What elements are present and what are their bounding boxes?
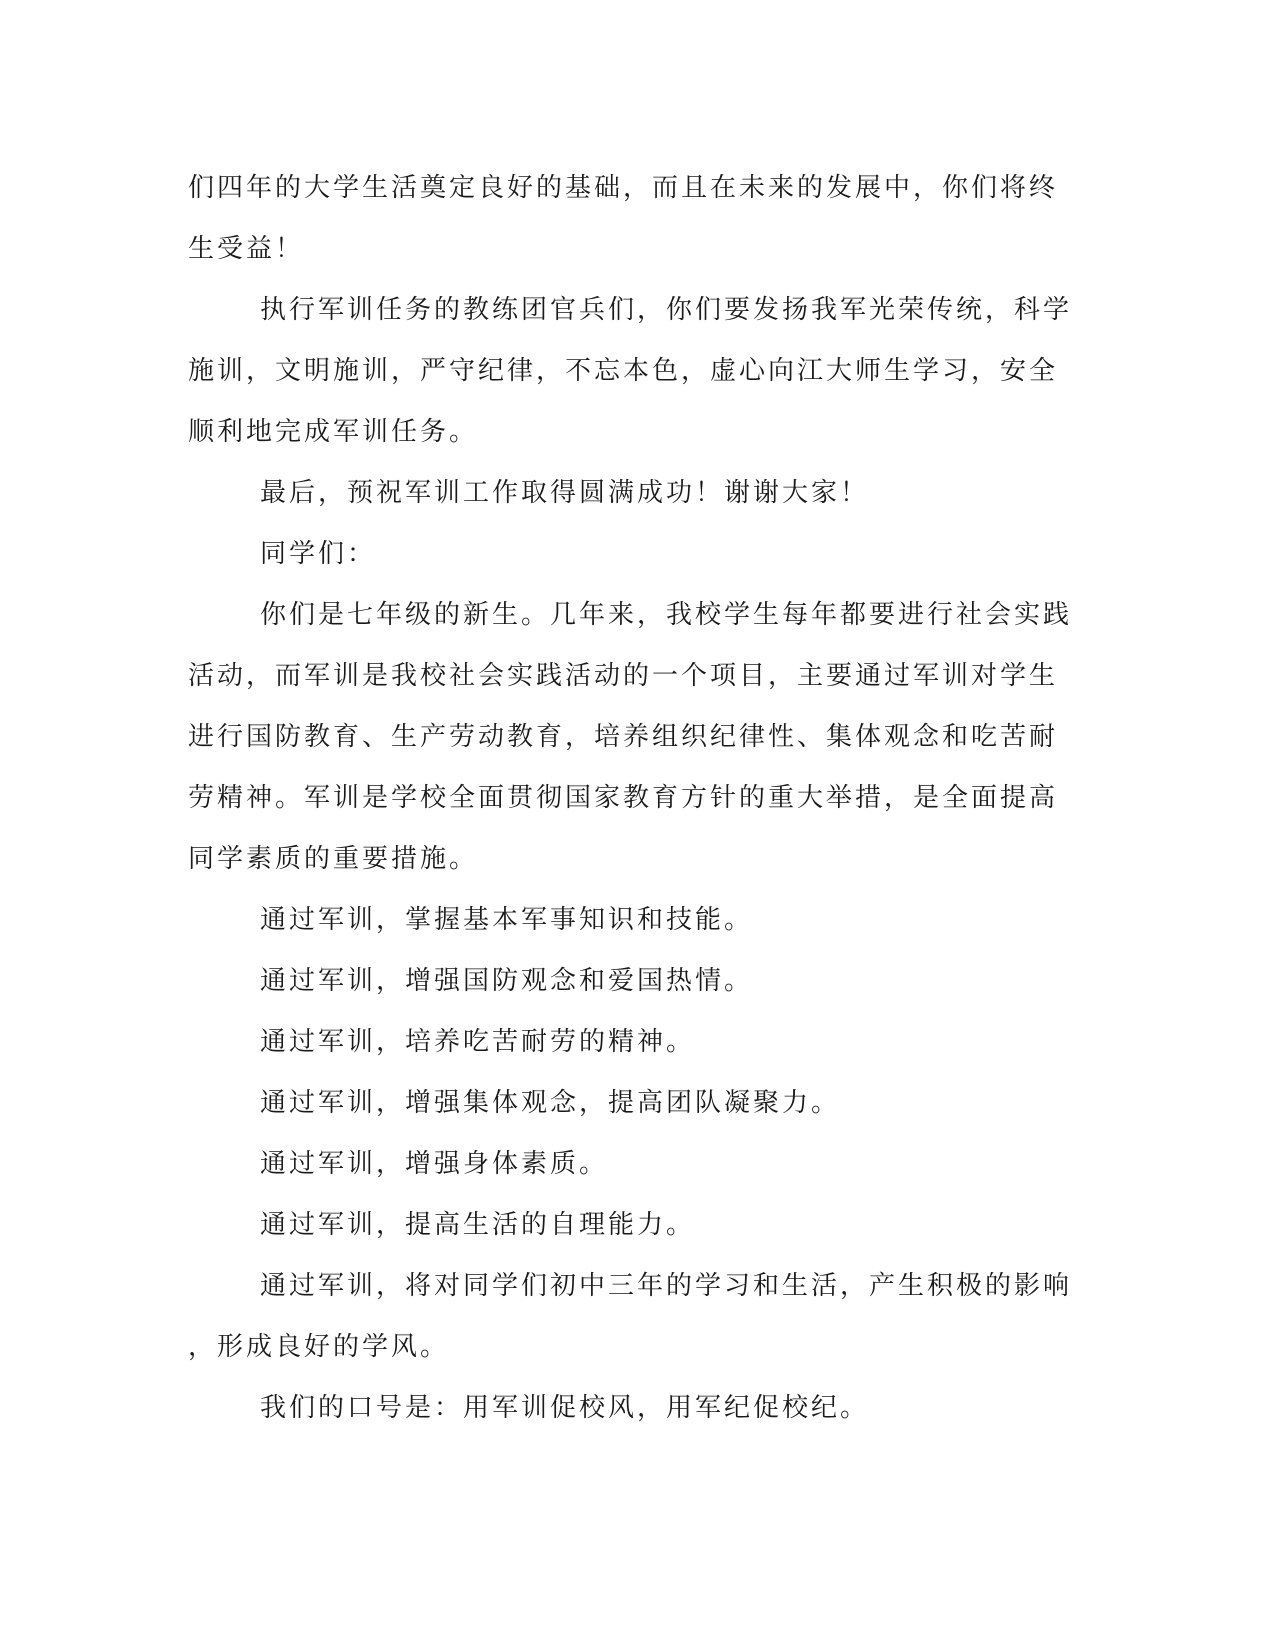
text-line: 通过军训，培养吃苦耐劳的精神。: [260, 1027, 696, 1057]
text-line: 通过军训，提高生活的自理能力。: [260, 1210, 696, 1240]
text-line: 执行军训任务的教练团官兵们，你们要发扬我军光荣传统，科学: [260, 295, 1073, 325]
text-line: 通过军训，掌握基本军事知识和技能。: [260, 905, 754, 935]
text-line: 通过军训，将对同学们初中三年的学习和生活，产生积极的影响: [260, 1271, 1073, 1301]
text-line: 你们是七年级的新生。几年来，我校学生每年都要进行社会实践: [260, 600, 1073, 630]
text-line: 通过军训，增强身体素质。: [260, 1149, 609, 1179]
text-line: 施训，文明施训，严守纪律，不忘本色，虚心向江大师生学习，安全: [188, 356, 1059, 386]
text-line: 我们的口号是：用军训促校风，用军纪促校纪。: [260, 1393, 870, 1423]
text-line: 顺利地完成军训任务。: [188, 417, 479, 447]
text-line: ，形成良好的学风。: [188, 1332, 450, 1362]
text-line: 活动，而军训是我校社会实践活动的一个项目，主要通过军训对学生: [188, 661, 1059, 691]
text-line: 进行国防教育、生产劳动教育，培养组织纪律性、集体观念和吃苦耐: [188, 722, 1059, 752]
text-line: 通过军训，增强国防观念和爱国热情。: [260, 966, 754, 996]
text-line: 最后，预祝军训工作取得圆满成功！谢谢大家！: [260, 478, 870, 508]
text-line: 通过军训，增强集体观念，提高团队凝聚力。: [260, 1088, 841, 1118]
text-line: 同学素质的重要措施。: [188, 844, 479, 874]
text-line: 生受益！: [188, 234, 305, 264]
document-body: [188, 158, 1088, 1439]
text-line: 们四年的大学生活奠定良好的基础，而且在未来的发展中，你们将终: [188, 173, 1059, 203]
text-line: 劳精神。军训是学校全面贯彻国家教育方针的重大举措，是全面提高: [188, 783, 1059, 813]
text-line: 同学们：: [260, 539, 377, 569]
